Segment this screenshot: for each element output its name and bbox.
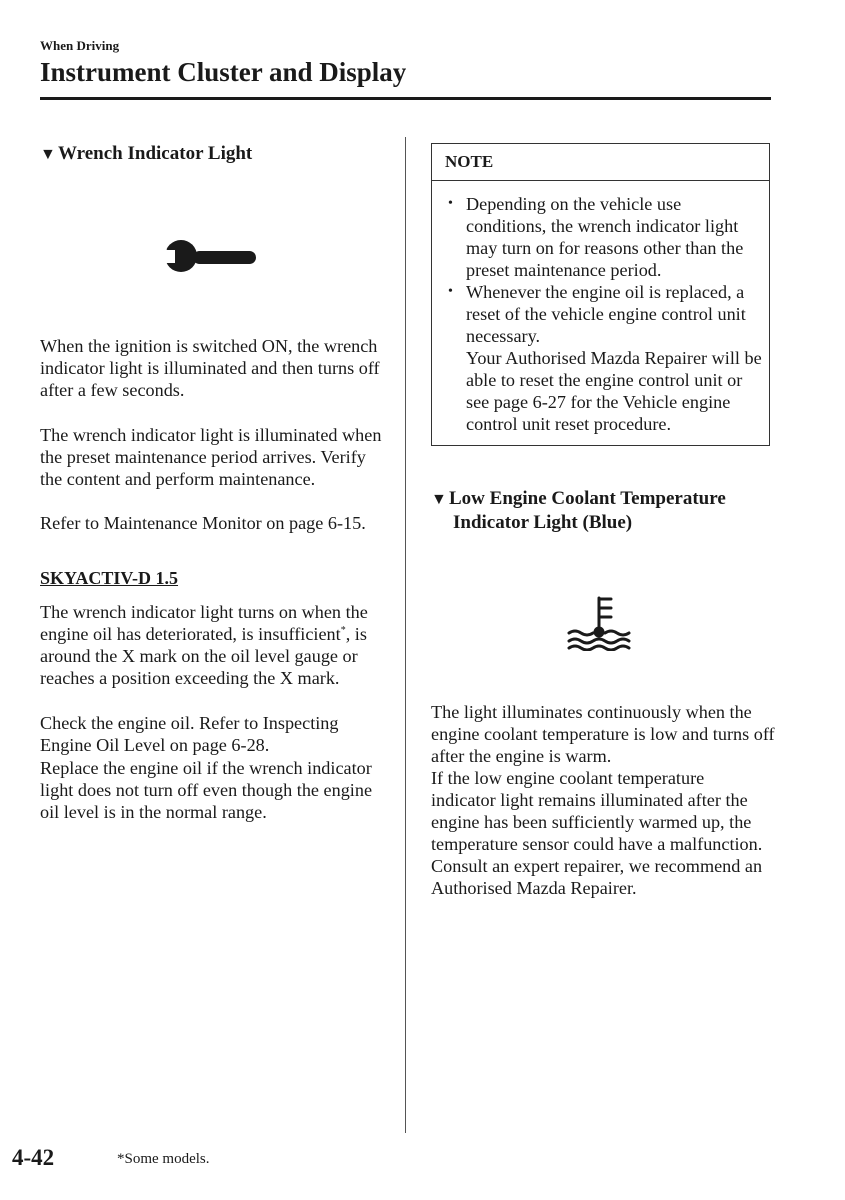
skyactiv-paragraph-2: Check the engine oil. Refer to Inspecting Engine Oil Level on page 6-28. bbox=[40, 713, 339, 755]
skyactiv-subheading: SKYACTIV-D 1.5 bbox=[40, 568, 179, 588]
footnote: *Some models. bbox=[117, 1151, 210, 1167]
coolant-heading-line-2: Indicator Light (Blue) bbox=[453, 512, 633, 533]
wrench-heading-text: Wrench Indicator Light bbox=[58, 143, 253, 164]
note-item-text: Depending on the vehicle use conditions, the wrench indicator light may turn on for reasons other than the preset maintenance period. bbox=[466, 194, 744, 280]
title-rule bbox=[40, 97, 771, 100]
column-divider bbox=[405, 137, 406, 1133]
wrench-paragraph-3: Refer to Maintenance Monitor on page 6-15. bbox=[40, 513, 366, 533]
section-label: When Driving bbox=[40, 38, 120, 53]
coolant-indicator-heading bbox=[431, 487, 771, 534]
wrench-icon bbox=[163, 236, 257, 283]
coolant-temperature-icon bbox=[566, 595, 632, 656]
triangle-marker-icon: ▼ bbox=[431, 491, 447, 508]
wrench-paragraph-1: When the ignition is switched ON, the wrench indicator light is illuminated and then turns off after a few seconds. bbox=[40, 336, 380, 400]
skyactiv-paragraph-1 bbox=[40, 601, 380, 689]
note-item-text-continued: Your Authorised Mazda Repairer will be able to reset the engine control unit or see page 6-27 for the Vehicle engine control unit reset procedure. bbox=[466, 348, 762, 434]
footnote-mark: * bbox=[340, 624, 346, 636]
note-item-text: Whenever the engine oil is replaced, a reset of the vehicle engine control unit necessary. bbox=[466, 282, 746, 346]
note-item bbox=[448, 281, 766, 435]
triangle-marker-icon: ▼ bbox=[40, 146, 56, 163]
skyactiv-paragraph-3: Replace the engine oil if the wrench indicator light does not turn off even though the engine oil level is in the normal range. bbox=[40, 758, 373, 822]
wrench-indicator-heading bbox=[40, 142, 252, 166]
bullet-icon: • bbox=[448, 196, 453, 211]
coolant-paragraph-2: If the low engine coolant temperature indicator light remains illuminated after the engine has been sufficiently warmed up, the temperature sensor could have a malfunction. Consult an expert repairer, we recommend an Authorised Mazda Repairer. bbox=[431, 768, 763, 898]
skyactiv-paragraph-1-part-b: , is around the X mark on the oil level gauge or reaches a position exceeding the X mark. bbox=[40, 624, 367, 688]
note-item bbox=[448, 193, 766, 281]
coolant-heading-line-1: Low Engine Coolant Temperature bbox=[449, 488, 726, 509]
coolant-paragraph-1: The light illuminates continuously when the engine coolant temperature is low and turns off after the engine is warm. bbox=[431, 702, 775, 766]
bullet-icon: • bbox=[448, 284, 453, 299]
note-header: NOTE bbox=[432, 144, 769, 181]
page-number: 4-42 bbox=[12, 1145, 55, 1170]
page-title: Instrument Cluster and Display bbox=[40, 57, 407, 87]
note-box bbox=[431, 143, 770, 446]
wrench-paragraph-2: The wrench indicator light is illuminated when the preset maintenance period arrives. Verify the content and perform maintenance. bbox=[40, 425, 382, 489]
skyactiv-paragraph-1-part-a: The wrench indicator light turns on when the engine oil has deteriorated, is insufficient bbox=[40, 602, 368, 644]
